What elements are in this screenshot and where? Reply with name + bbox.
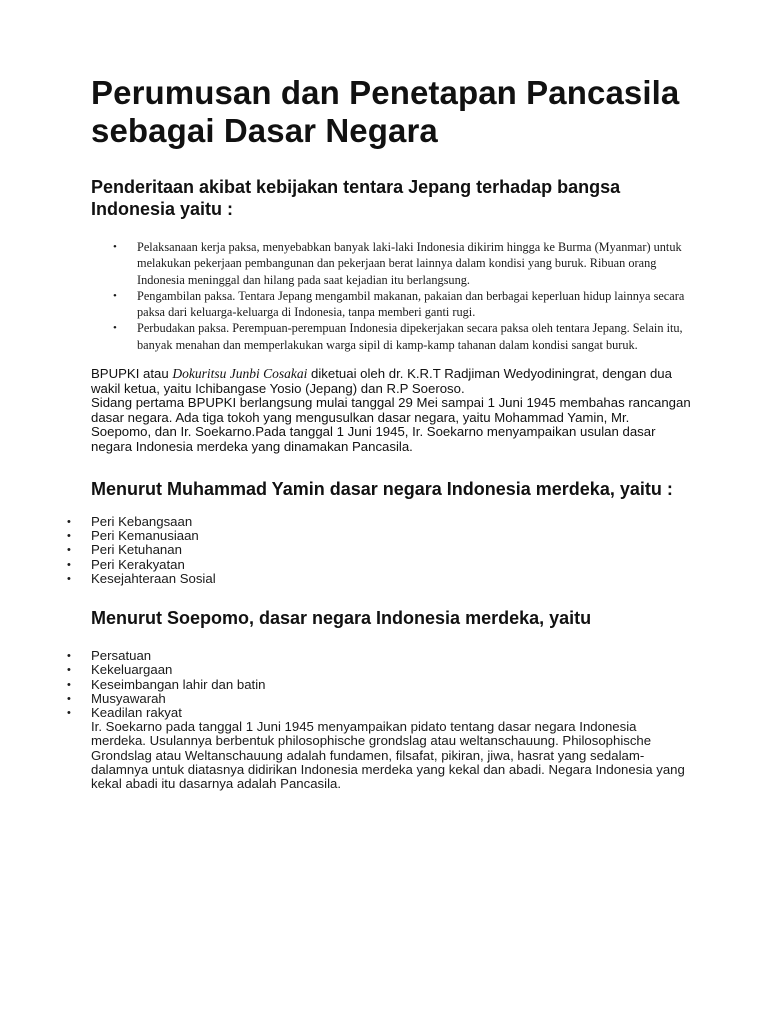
section-heading-yamin: Menurut Muhammad Yamin dasar negara Indonesia merdeka, yaitu :	[91, 479, 673, 500]
bpupki-prefix: BPUPKI atau	[91, 366, 173, 382]
page-title: Perumusan dan Penetapan Pancasila sebagai Dasar Negara	[91, 74, 680, 149]
list-item: • Peri Kerakyatan	[91, 558, 691, 572]
section-heading-penderitaan: Penderitaan akibat kebijakan tentara Jepang terhadap bangsa Indonesia yaitu :	[91, 177, 621, 219]
bpupki-paragraph	[91, 367, 691, 454]
list-item: • Persatuan	[91, 649, 691, 663]
bpupki-second-paragraph: Sidang pertama BPUPKI berlangsung mulai tanggal 29 Mei sampai 1 Juni 1945 membahas rancangan dasar negara. Ada tiga tokoh yang mengusulkan dasar negara, yaitu Mohammad Yamin, Mr. Soepomo, dan Ir. Soekarno.Pada tanggal 1 Juni 1945, Ir. Soekarno menyampaikan usulan dasar negara Indonesia merdeka yang dinamakan Pancasila.	[91, 395, 691, 454]
list-item: • Keadilan rakyat	[91, 706, 691, 720]
closing-paragraph: Ir. Soekarno pada tanggal 1 Juni 1945 menyampaikan pidato tentang dasar negara Indonesia merdeka. Usulannya berbentuk philosophische grondslag atau weltanschauung. Philosophische Grondslag atau Weltanschauung adalah fundamen, filsafat, pikiran, jiwa, hasrat yang sedalam-dalamnya untuk diatasnya didirikan Indonesia merdeka yang kekal dan abadi. Negara Indonesia yang kekal abadi itu dasarnya adalah Pancasila.	[91, 719, 685, 791]
list-item: • Peri Ketuhanan	[91, 543, 691, 557]
list-item: • Peri Kebangsaan	[91, 515, 691, 529]
penderitaan-list	[91, 239, 691, 353]
bpupki-rest: diketuai oleh dr. K.R.T Radjiman Wedyodiningrat, dengan dua wakil ketua, yaitu Ichibangase Yosio (Jepang) dan R.P Soeroso.	[91, 366, 672, 396]
list-item: • Keseimbangan lahir dan batin	[91, 678, 691, 692]
list-item: • Musyawarah	[91, 692, 691, 706]
section-heading-soepomo: Menurut Soepomo, dasar negara Indonesia merdeka, yaitu	[91, 608, 592, 629]
list-item: • Peri Kemanusiaan	[91, 529, 691, 543]
list-item: • Pelaksanaan kerja paksa, menyebabkan banyak laki-laki Indonesia dikirim hingga ke Burma (Myanmar) untuk melakukan pekerjaan pembangunan dan pekerjaan berat lainnya dalam kondisi yang buruk. Ribuan orang Indonesia meninggal dan hilang pada saat kejadian itu berlangsung.	[137, 239, 691, 288]
yamin-list	[67, 515, 691, 586]
list-item: • Kekeluargaan	[91, 663, 691, 677]
soepomo-list	[67, 649, 691, 720]
bpupki-japanese-name: Dokuritsu Junbi Cosakai	[172, 366, 308, 382]
list-item: • Pengambilan paksa. Tentara Jepang mengambil makanan, pakaian dan berbagai keperluan hidup lainnya secara paksa dari keluarga-keluarga di Indonesia, tanpa memberi ganti rugi.	[137, 288, 691, 321]
document-page	[91, 74, 691, 791]
list-item: • Perbudakan paksa. Perempuan-perempuan Indonesia dipekerjakan secara paksa oleh tentara Jepang. Selain itu, banyak menahan dan memperlakukan warga sipil di kamp-kamp tahanan dalam kondisi sangat buruk.	[137, 320, 691, 353]
list-item: • Kesejahteraan Sosial	[91, 572, 691, 586]
